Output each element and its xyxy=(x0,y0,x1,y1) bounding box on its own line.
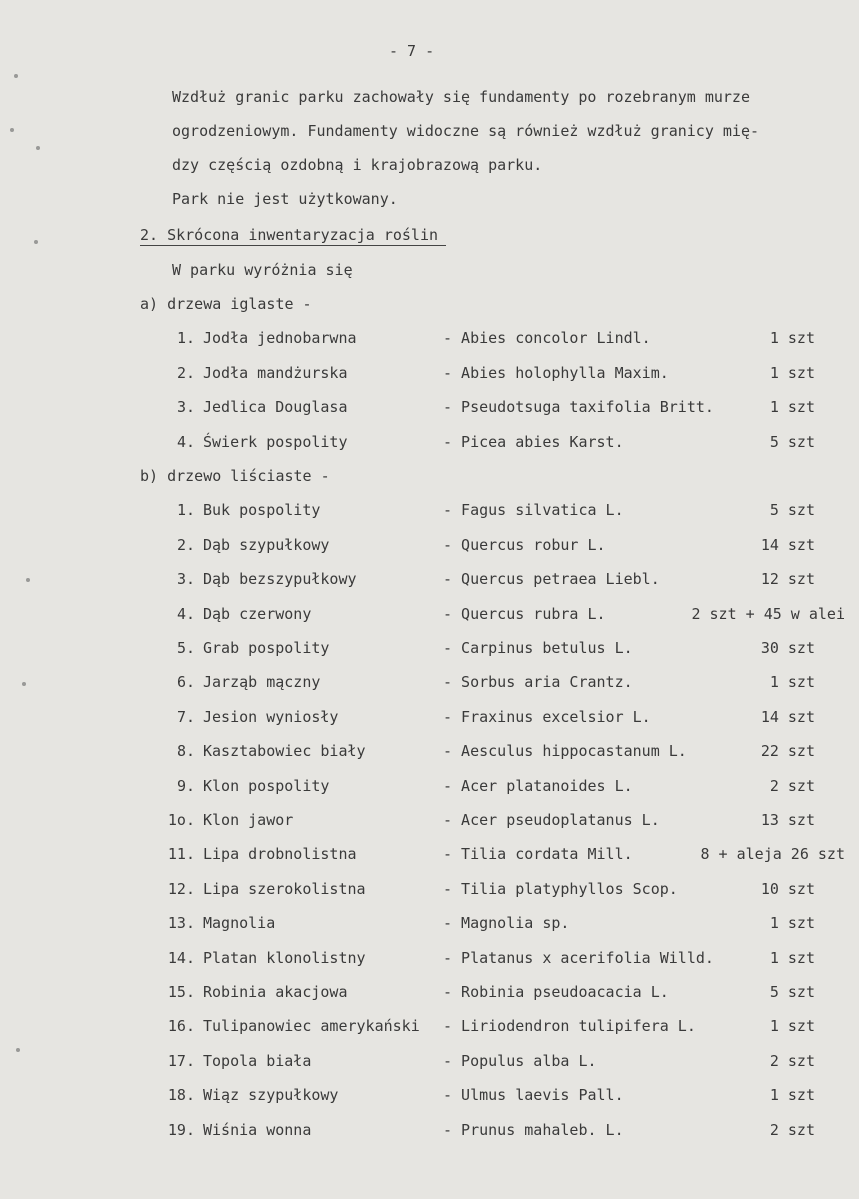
item-count: 1 szt xyxy=(769,398,815,417)
item-latin-name: - Quercus robur L. xyxy=(443,535,606,554)
item-name: Klon pospolity xyxy=(203,776,330,795)
item-latin-name: - Carpinus betulus L. xyxy=(443,639,633,657)
item-count: 14 szt xyxy=(760,707,815,726)
item-name: Robinia akacjowa xyxy=(203,983,348,1001)
item-name: Buk pospolity xyxy=(203,501,321,520)
scan-speck xyxy=(16,1048,20,1052)
item-number: 2. xyxy=(176,363,195,382)
item-number: 14. xyxy=(167,948,195,967)
item-count: 1 szt xyxy=(769,948,815,967)
group-heading: a) drzewa iglaste - xyxy=(140,295,312,313)
item-name: Jodła mandżurska xyxy=(203,363,348,382)
item-count: 30 szt xyxy=(760,639,815,657)
item-latin-name: - Populus alba L. xyxy=(443,1051,597,1070)
item-count: 5 szt xyxy=(769,501,815,520)
item-number: 3. xyxy=(176,398,195,417)
item-number: 1o. xyxy=(167,811,195,829)
item-count: 5 szt xyxy=(769,983,815,1001)
page-number: - 7 - xyxy=(389,42,435,60)
item-latin-name: - Abies concolor Lindl. xyxy=(443,329,651,348)
intro-line-1: Wzdłuż granic parku zachowały się fundamenty po rozebranym murze xyxy=(172,88,750,106)
item-count: 2 szt xyxy=(769,1051,815,1070)
item-name: Grab pospolity xyxy=(203,639,330,657)
item-latin-name: - Liriodendron tulipifera L. xyxy=(443,1017,696,1036)
item-latin-name: - Robinia pseudoacacia L. xyxy=(443,983,669,1001)
item-count: 1 szt xyxy=(769,363,815,382)
scan-speck xyxy=(34,240,38,244)
item-name: Topola biała xyxy=(203,1051,312,1070)
item-number: 11. xyxy=(167,845,195,864)
item-latin-name: - Abies holophylla Maxim. xyxy=(443,363,669,382)
section-heading: 2. Skrócona inwentaryzacja roślin xyxy=(140,226,446,246)
item-number: 15. xyxy=(167,983,195,1001)
item-count: 13 szt xyxy=(760,811,815,829)
item-number: 13. xyxy=(167,914,195,933)
scan-speck xyxy=(10,128,14,132)
scan-speck xyxy=(36,146,40,150)
item-name: Kasztabowiec biały xyxy=(203,742,366,761)
item-name: Jesion wyniosły xyxy=(203,707,339,726)
group-heading: b) drzewo liściaste - xyxy=(140,467,330,485)
item-name: Dąb szypułkowy xyxy=(203,535,330,554)
item-count: 1 szt xyxy=(769,914,815,933)
item-number: 4. xyxy=(176,604,195,623)
item-number: 9. xyxy=(176,776,195,795)
item-number: 12. xyxy=(167,879,195,898)
item-number: 17. xyxy=(167,1051,195,1070)
item-number: 5. xyxy=(176,639,195,657)
item-name: Platan klonolistny xyxy=(203,948,366,967)
item-latin-name: - Aesculus hippocastanum L. xyxy=(443,742,687,761)
item-latin-name: - Picea abies Karst. xyxy=(443,432,624,451)
item-name: Dąb czerwony xyxy=(203,604,312,623)
item-number: 19. xyxy=(167,1120,195,1139)
item-latin-name: - Fraxinus excelsior L. xyxy=(443,707,651,726)
item-name: Klon jawor xyxy=(203,811,294,829)
item-number: 2. xyxy=(176,535,195,554)
intro-line-3: dzy częścią ozdobną i krajobrazową parku. xyxy=(172,156,543,174)
item-name: Tulipanowiec amerykański xyxy=(203,1017,420,1036)
lead-text: W parku wyróżnia się xyxy=(172,261,353,279)
item-latin-name: - Tilia cordata Mill. xyxy=(443,845,633,864)
item-count: 1 szt xyxy=(769,329,815,348)
item-number: 7. xyxy=(176,707,195,726)
item-latin-name: - Sorbus aria Crantz. xyxy=(443,673,633,692)
item-latin-name: - Acer pseudoplatanus L. xyxy=(443,811,660,829)
item-name: Dąb bezszypułkowy xyxy=(203,570,357,589)
item-name: Jodła jednobarwna xyxy=(203,329,357,348)
item-latin-name: - Quercus petraea Liebl. xyxy=(443,570,660,589)
scan-speck xyxy=(14,74,18,78)
item-number: 4. xyxy=(176,432,195,451)
item-count: 2 szt + 45 w alei xyxy=(691,604,845,623)
item-name: Wiąz szypułkowy xyxy=(203,1086,339,1105)
item-name: Lipa szerokolistna xyxy=(203,879,366,898)
item-name: Wiśnia wonna xyxy=(203,1120,312,1139)
item-latin-name: - Fagus silvatica L. xyxy=(443,501,624,520)
item-number: 8. xyxy=(176,742,195,761)
item-latin-name: - Magnolia sp. xyxy=(443,914,570,933)
item-number: 6. xyxy=(176,673,195,692)
item-latin-name: - Quercus rubra L. xyxy=(443,604,606,623)
item-count: 2 szt xyxy=(769,1120,815,1139)
item-count: 1 szt xyxy=(769,1017,815,1036)
item-name: Jarząb mączny xyxy=(203,673,321,692)
item-count: 14 szt xyxy=(760,535,815,554)
item-number: 16. xyxy=(167,1017,195,1036)
intro-line-4: Park nie jest użytkowany. xyxy=(172,190,398,208)
item-number: 18. xyxy=(167,1086,195,1105)
scan-speck xyxy=(26,578,30,582)
item-count: 8 + aleja 26 szt xyxy=(700,845,845,864)
item-name: Jedlica Douglasa xyxy=(203,398,348,417)
item-latin-name: - Acer platanoides L. xyxy=(443,776,633,795)
item-latin-name: - Tilia platyphyllos Scop. xyxy=(443,879,678,898)
item-count: 1 szt xyxy=(769,1086,815,1105)
item-count: 5 szt xyxy=(769,432,815,451)
item-count: 12 szt xyxy=(760,570,815,589)
item-latin-name: - Platanus x acerifolia Willd. xyxy=(443,948,714,967)
item-number: 1. xyxy=(176,329,195,348)
item-number: 3. xyxy=(176,570,195,589)
item-name: Świerk pospolity xyxy=(203,432,348,451)
item-count: 10 szt xyxy=(760,879,815,898)
item-count: 1 szt xyxy=(769,673,815,692)
item-name: Lipa drobnolistna xyxy=(203,845,357,864)
item-latin-name: - Prunus mahaleb. L. xyxy=(443,1120,624,1139)
item-name: Magnolia xyxy=(203,914,276,933)
scan-speck xyxy=(22,682,26,686)
item-latin-name: - Pseudotsuga taxifolia Britt. xyxy=(443,398,714,417)
item-number: 1. xyxy=(176,501,195,520)
item-count: 2 szt xyxy=(769,776,815,795)
item-count: 22 szt xyxy=(760,742,815,761)
item-latin-name: - Ulmus laevis Pall. xyxy=(443,1086,624,1105)
intro-line-2: ogrodzeniowym. Fundamenty widoczne są również wzdłuż granicy mię- xyxy=(172,122,759,140)
